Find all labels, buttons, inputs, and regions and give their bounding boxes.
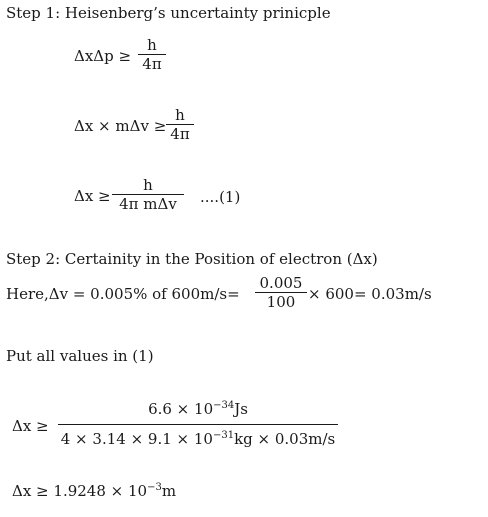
eq2-numerator: h [175, 106, 185, 124]
eq1-fraction [138, 36, 166, 73]
eq1-denominator: 4π [142, 55, 162, 73]
step2-heading: Step 2: Certainity in the Position of electron (Δx) [6, 250, 378, 268]
eq3-fraction [112, 176, 184, 213]
result-text: $\Delta x \ge 1.9248 \times 10^{-3}m$ [12, 482, 177, 500]
here-suffix: × 600= 0.03m/s [308, 285, 432, 303]
eq3-tag: ....(1) [200, 188, 241, 206]
eq1-lhs: ΔxΔp ≥ [74, 47, 132, 65]
eq2-denominator: 4π [170, 125, 190, 143]
eq4-numerator: $6.6 \times 10^{-34}Js$ [148, 400, 248, 418]
eq3-numerator: h [143, 176, 153, 194]
eq2-fraction [166, 106, 194, 143]
here-prefix: Here,Δv = 0.005% of 600m/s= [6, 285, 240, 303]
here-denominator: 100 [266, 293, 296, 311]
eq4-fraction [58, 400, 338, 448]
put-values-text: Put all values in (1) [6, 347, 154, 365]
eq3-lhs: Δx ≥ [74, 187, 111, 205]
eq1-numerator: h [147, 36, 157, 54]
eq2-lhs: Δx × mΔv ≥ [74, 117, 167, 135]
eq4-fraction-bar [58, 424, 338, 425]
eq4-lhs: Δx ≥ [12, 417, 49, 435]
here-fraction [255, 274, 307, 311]
eq3-denominator: 4π mΔv [119, 195, 177, 213]
here-numerator: 0.005 [259, 274, 303, 292]
eq4-denominator: $4 \times 3.14 \times 9.1 \times 10^{-31}kg \times 0.03m/s$ [60, 430, 336, 448]
step1-heading: Step 1: Heisenberg’s uncertainty prinicple [6, 4, 331, 22]
